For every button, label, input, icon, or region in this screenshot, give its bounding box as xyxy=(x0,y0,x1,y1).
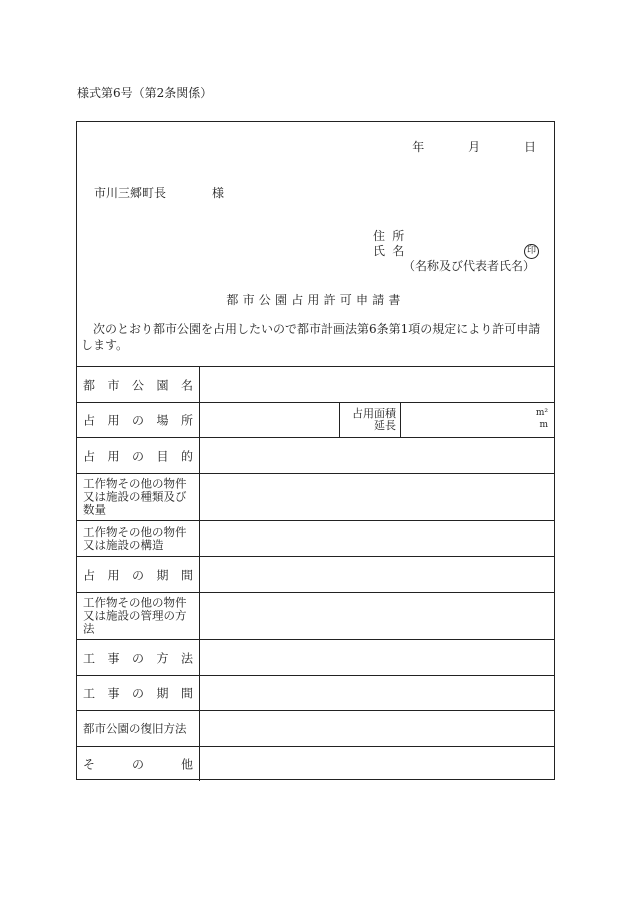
meter-unit: m xyxy=(539,420,548,430)
applicant-block xyxy=(373,229,535,274)
table-row xyxy=(77,473,554,520)
row-label-management: 工作物その他の物件又は施設の管理の方法 xyxy=(83,595,187,636)
square-meter-unit: m² xyxy=(535,408,548,418)
length-label: 延長 xyxy=(374,419,396,432)
row-label-period: 占 用 の 期 間 xyxy=(83,568,193,582)
form-number-label: 様式第6号（第2条関係） xyxy=(77,86,213,100)
table-row xyxy=(77,437,554,473)
name-note: （名称及び代表者氏名） xyxy=(403,259,536,273)
application-table xyxy=(77,366,554,781)
year-label[interactable]: 年 xyxy=(412,140,425,154)
month-label[interactable]: 月 xyxy=(468,140,481,154)
row-label-park-name: 都 市 公 園 名 xyxy=(83,378,193,392)
area-label: 占用面積 xyxy=(352,407,396,420)
addressee-name: 市川三郷町長 xyxy=(94,186,167,200)
table-row xyxy=(77,710,554,746)
table-row xyxy=(77,675,554,710)
addressee xyxy=(94,184,224,201)
day-label[interactable]: 日 xyxy=(523,140,536,154)
row-label-location: 占 用 の 場 所 xyxy=(83,413,193,428)
row-label-structure-type: 工作物その他の物件又は施設の種類及び数量 xyxy=(83,476,187,517)
table-row xyxy=(77,639,554,675)
document-title: 都市公園占用許可申請書 xyxy=(226,293,405,307)
row-label-purpose: 占 用 の 目 的 xyxy=(83,449,193,463)
row-label-construction-method: 工 事 の 方 法 xyxy=(83,651,193,665)
area-length-cell xyxy=(339,403,401,437)
row-label-structure: 工作物その他の物件又は施設の構造 xyxy=(83,524,187,552)
table-row xyxy=(77,592,554,639)
row-label-restoration: 都市公園の復旧方法 xyxy=(83,721,187,735)
address-label: 住所 xyxy=(373,229,412,243)
table-row xyxy=(77,366,554,402)
application-text: 次のとおり都市公園を占用したいので都市計画法第6条第1項の規定により許可申請します。 xyxy=(81,322,541,352)
application-form xyxy=(76,121,555,780)
name-label: 氏名 xyxy=(373,244,412,258)
row-label-construction-period: 工 事 の 期 間 xyxy=(83,686,193,701)
table-row xyxy=(77,520,554,556)
seal-icon: 印 xyxy=(524,244,539,259)
unit-cell[interactable] xyxy=(536,407,548,431)
addressee-honorific: 様 xyxy=(212,186,225,200)
table-row xyxy=(77,746,554,781)
date-line xyxy=(402,138,536,155)
row-label-other: そ の 他 xyxy=(83,757,193,772)
table-row xyxy=(77,402,554,437)
table-row xyxy=(77,556,554,592)
